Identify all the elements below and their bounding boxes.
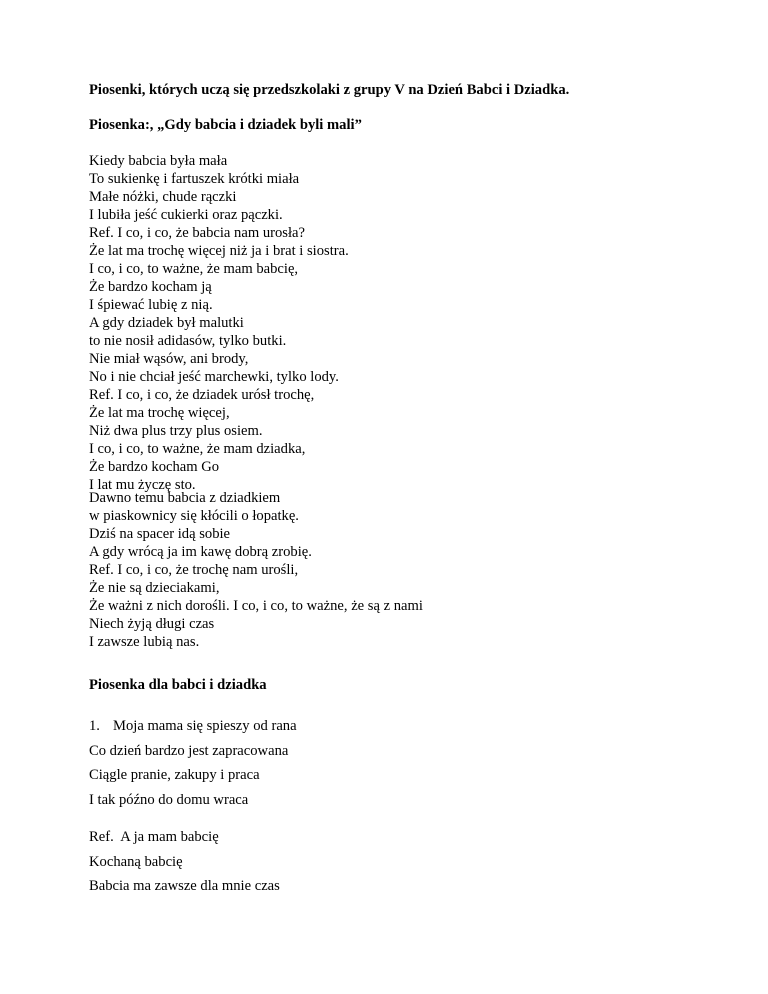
lyric-line: Małe nóżki, chude rączki: [89, 189, 237, 205]
song1-heading: Piosenka:, „Gdy babcia i dziadek byli mali”: [89, 117, 362, 133]
song2-refrain: [89, 825, 280, 899]
song1-stanza-3: [89, 489, 423, 651]
lyric-line: Że ważni z nich dorośli. I co, i co, to ważne, że są z nami: [89, 598, 423, 614]
lyric-line: Ciągle pranie, zakupy i praca: [89, 767, 260, 784]
lyric-line: Że nie są dzieciakami,: [89, 580, 220, 596]
lyric-line: I co, i co, to ważne, że mam dziadka,: [89, 441, 306, 457]
song1-stanza-1: [89, 152, 349, 314]
lyric-line: Co dzień bardzo jest zapracowana: [89, 742, 289, 759]
lyric-line: Że lat ma trochę więcej,: [89, 405, 230, 421]
lyric-line: w piaskownicy się kłócili o łopatkę.: [89, 508, 299, 524]
lyric-line: Dziś na spacer idą sobie: [89, 526, 231, 542]
document-page: [89, 0, 729, 994]
verse-number: 1.: [89, 718, 100, 734]
lyric-line: Niż dwa plus trzy plus osiem.: [89, 423, 263, 439]
lyric-line: Nie miał wąsów, ani brody,: [89, 351, 249, 367]
song2-heading: Piosenka dla babci i dziadka: [89, 677, 267, 693]
lyric-line: I zawsze lubią nas.: [89, 634, 200, 650]
lyric-line: Że lat ma trochę więcej niż ja i brat i siostra.: [89, 243, 349, 259]
song1-stanza-2: [89, 314, 339, 494]
lyric-line: Że bardzo kocham Go: [89, 459, 220, 475]
lyric-line: I lat mu życzę sto.: [89, 477, 196, 493]
lyric-line: A gdy wrócą ja im kawę dobrą zrobię.: [89, 544, 312, 560]
lyric-line: Kochaną babcię: [89, 853, 183, 870]
lyric-line: Ref. I co, i co, że trochę nam urośli,: [89, 562, 299, 578]
lyric-line: I tak późno do domu wraca: [89, 791, 249, 808]
lyric-line: Ref. A ja mam babcię: [89, 829, 219, 845]
lyric-line: Że bardzo kocham ją: [89, 279, 212, 295]
song2-verse-1: [89, 714, 297, 812]
document-title: Piosenki, których uczą się przedszkolaki z grupy V na Dzień Babci i Dziadka.: [89, 82, 570, 98]
lyric-line: I lubiła jeść cukierki oraz pączki.: [89, 207, 283, 223]
lyric-line: Ref. I co, i co, że babcia nam urosła?: [89, 225, 305, 241]
lyric-line: To sukienkę i fartuszek krótki miała: [89, 171, 300, 187]
lyric-line: Niech żyją długi czas: [89, 616, 215, 632]
lyric-line: 1. Moja mama się spieszy od rana: [89, 714, 297, 739]
lyric-line: Babcia ma zawsze dla mnie czas: [89, 878, 280, 895]
lyric-line: No i nie chciał jeść marchewki, tylko lody.: [89, 369, 339, 385]
lyric-line: Ref. I co, i co, że dziadek urósł trochę,: [89, 387, 315, 403]
lyric-line: Kiedy babcia była mała: [89, 153, 228, 169]
lyric-line: Dawno temu babcia z dziadkiem: [89, 490, 281, 506]
lyric-line: to nie nosił adidasów, tylko butki.: [89, 333, 287, 349]
lyric-line: A gdy dziadek był malutki: [89, 315, 244, 331]
lyric-line: I śpiewać lubię z nią.: [89, 297, 213, 313]
lyric-line: I co, i co, to ważne, że mam babcię,: [89, 261, 299, 277]
